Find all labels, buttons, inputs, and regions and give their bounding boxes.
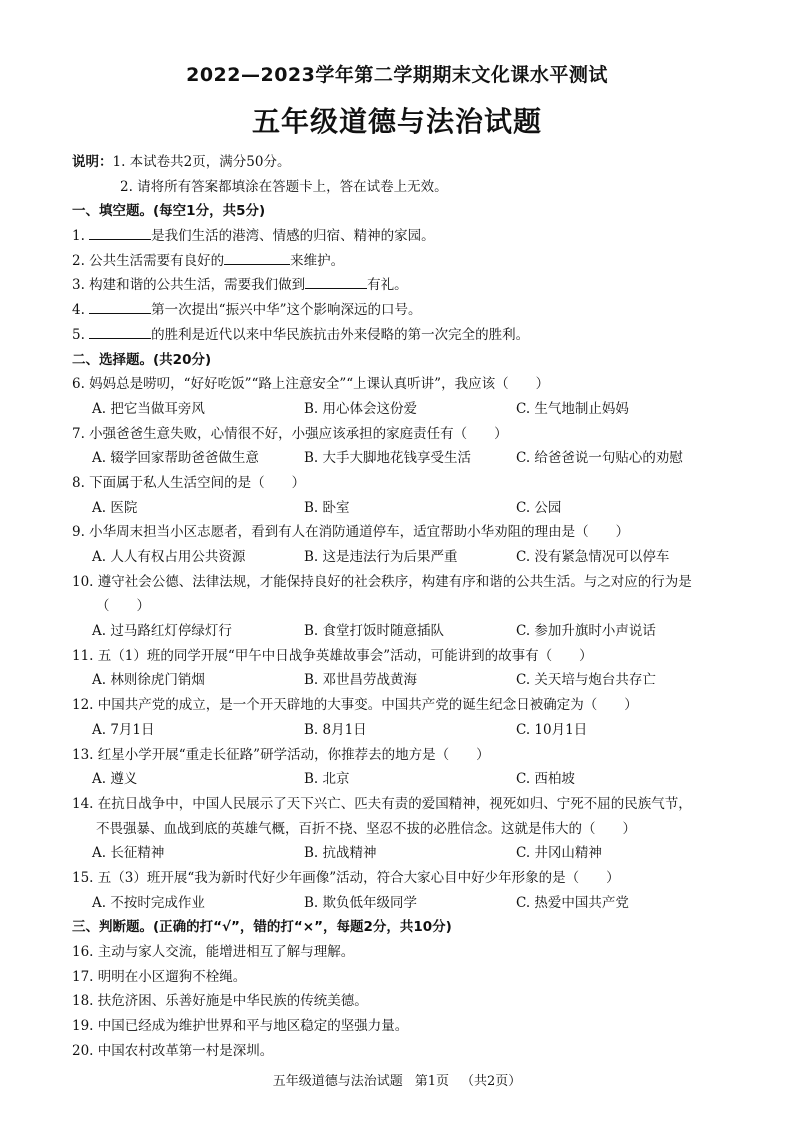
option-c: C. 10月1日 <box>516 721 588 738</box>
question-7: 7. 小强爸爸生意失败，心情很不好，小强应该承担的家庭责任有（ ） <box>72 425 508 442</box>
q1-post: 是我们生活的港湾、情感的归宿、精神的家园。 <box>151 228 435 245</box>
option-c: C. 井冈山精神 <box>516 845 602 862</box>
options-7 <box>72 446 734 471</box>
options-12 <box>72 718 734 743</box>
option-c: C. 公园 <box>516 499 562 516</box>
question-18: 18. 扶危济困、乐善好施是中华民族的传统美德。 <box>72 993 368 1010</box>
options-9 <box>72 545 734 570</box>
exam-subtitle: 五年级道德与法治试题 <box>251 105 542 138</box>
options-13 <box>72 767 734 792</box>
question-8: 8. 下面属于私人生活空间的是（ ） <box>72 474 306 491</box>
question-17: 17. 明明在小区遛狗不栓绳。 <box>72 968 247 985</box>
question-3 <box>72 273 734 298</box>
option-a: A. 人人有权占用公共资源 <box>92 549 246 565</box>
q3-pre: 3. 构建和谐的公共生活，需要我们做到 <box>72 277 306 294</box>
question-13: 13. 红星小学开展“重走长征路”研学活动，你推荐去的地方是（ ） <box>72 746 490 763</box>
question-16: 16. 主动与家人交流，能增进相互了解与理解。 <box>72 944 355 960</box>
option-c: C. 给爸爸说一句贴心的劝慰 <box>516 450 683 467</box>
note-item-1: 1. 本试卷共2页，满分50分。 <box>112 154 291 170</box>
options-10 <box>72 619 734 644</box>
note-line-2 <box>72 175 734 200</box>
question-1 <box>72 224 734 249</box>
option-a: A. 过马路红灯停绿灯行 <box>92 623 232 640</box>
option-a: A. 长征精神 <box>92 845 165 862</box>
option-a: A. 林则徐虎门销烟 <box>92 672 205 689</box>
page-footer <box>0 1070 794 1089</box>
option-b: B. 食堂打饭时随意插队 <box>304 623 445 640</box>
option-b: B. 欺负低年级同学 <box>304 894 418 911</box>
footer-total-pages: （共2页） <box>461 1074 522 1089</box>
exam-content <box>72 150 734 1063</box>
option-b: B. 大手大脚地花钱享受生活 <box>304 450 472 467</box>
q5-pre: 5. <box>72 326 90 343</box>
answer-blank <box>305 274 367 289</box>
exam-title: 2022—2023学年第二学期期末文化课水平测试 <box>186 64 608 86</box>
question-11: 11. 五（1）班的同学开展“甲午中日战争英雄故事会”活动，可能讲到的故事有（ ） <box>72 647 593 664</box>
note-item-2: 2. 请将所有答案都填涂在答题卡上，答在试卷上无效。 <box>120 178 448 195</box>
question-19: 19. 中国已经成为维护世界和平与地区稳定的坚强力量。 <box>72 1018 409 1035</box>
note-line-1 <box>72 150 734 175</box>
section-fill-blank-title: 一、填空题。(每空1分，共5分) <box>72 203 266 220</box>
q1-pre: 1. <box>72 228 90 245</box>
footer-exam-name: 五年级道德与法治试题 <box>272 1074 403 1089</box>
section-choice-title: 二、选择题。(共20分) <box>72 351 212 368</box>
option-a: A. 7月1日 <box>92 721 155 738</box>
option-c: C. 参加升旗时小声说话 <box>516 623 656 640</box>
option-a: A. 医院 <box>92 499 138 516</box>
options-11 <box>72 668 734 693</box>
question-2 <box>72 249 734 274</box>
answer-blank <box>89 324 151 339</box>
question-10: 10. 遵守社会公德、法律法规，才能保持良好的社会秩序，构建有序和谐的公共生活。与之对应的行为是 <box>72 573 692 590</box>
option-b: B. 这是违法行为后果严重 <box>304 549 458 565</box>
q4-pre: 4. <box>72 302 90 319</box>
option-a: A. 遵义 <box>92 771 138 788</box>
answer-blank <box>89 299 151 314</box>
option-c: C. 关天培与炮台共存亡 <box>516 672 656 689</box>
answer-blank <box>89 225 151 240</box>
option-a: A. 不按时完成作业 <box>92 894 205 911</box>
option-b: B. 邓世昌劳战黄海 <box>304 672 418 689</box>
option-b: B. 抗战精神 <box>304 845 377 862</box>
q4-post: 第一次提出“振兴中华”这个影响深远的口号。 <box>151 302 422 319</box>
question-14: 14. 在抗日战争中，中国人民展示了天下兴亡、匹夫有责的爱国精神，视死如归、宁死不屈的民族气节， <box>72 795 692 812</box>
question-20: 20. 中国农村改革第一村是深圳。 <box>72 1042 274 1059</box>
footer-page-number: 第1页 <box>414 1074 449 1089</box>
question-15: 15. 五（3）班开展“我为新时代好少年画像”活动，符合大家心目中好少年形象的是（ ） <box>72 869 620 886</box>
question-5 <box>72 323 734 348</box>
option-b: B. 卧室 <box>304 499 350 516</box>
option-b: B. 用心体会这份爱 <box>304 400 418 417</box>
question-4 <box>72 298 734 323</box>
question-9: 9. 小华周末担当小区志愿者，看到有人在消防通道停车，适宜帮助小华劝阻的理由是（ ） <box>72 524 630 541</box>
question-12: 12. 中国共产党的成立，是一个开天辟地的大事变。中国共产党的诞生纪念日被确定为（ ） <box>72 697 638 714</box>
question-10-cont: （ ） <box>96 598 150 615</box>
section-judge-title: 三、判断题。(正确的打“√”，错的打“×”，每题2分，共10分) <box>72 919 452 936</box>
answer-blank <box>224 250 290 265</box>
option-a: A. 把它当做耳旁风 <box>92 400 205 417</box>
option-a: A. 辍学回家帮助爸爸做生意 <box>92 450 259 467</box>
q2-post: 来维护。 <box>290 252 345 269</box>
option-b: B. 8月1日 <box>304 721 367 738</box>
q2-pre: 2. 公共生活需要有良好的 <box>72 252 225 269</box>
option-b: B. 北京 <box>304 771 350 788</box>
note-label: 说明： <box>72 154 113 170</box>
question-6: 6. 妈妈总是唠叨，“好好吃饭”“路上注意安全”“上课认真听讲”，我应该（ ） <box>72 376 550 393</box>
options-8 <box>72 496 734 521</box>
question-14-cont: 不畏强暴、血战到底的英雄气概，百折不挠、坚忍不拔的必胜信念。这就是伟大的（ ） <box>96 820 636 837</box>
options-15 <box>72 891 734 916</box>
option-c: C. 没有紧急情况可以停车 <box>516 549 670 565</box>
option-c: C. 西柏坡 <box>516 771 575 788</box>
option-c: C. 生气地制止妈妈 <box>516 400 629 417</box>
options-14 <box>72 841 734 866</box>
options-6 <box>72 397 734 422</box>
option-c: C. 热爱中国共产党 <box>516 894 629 911</box>
q5-post: 的胜利是近代以来中华民族抗击外来侵略的第一次完全的胜利。 <box>151 326 530 343</box>
q3-post: 有礼。 <box>367 277 408 294</box>
